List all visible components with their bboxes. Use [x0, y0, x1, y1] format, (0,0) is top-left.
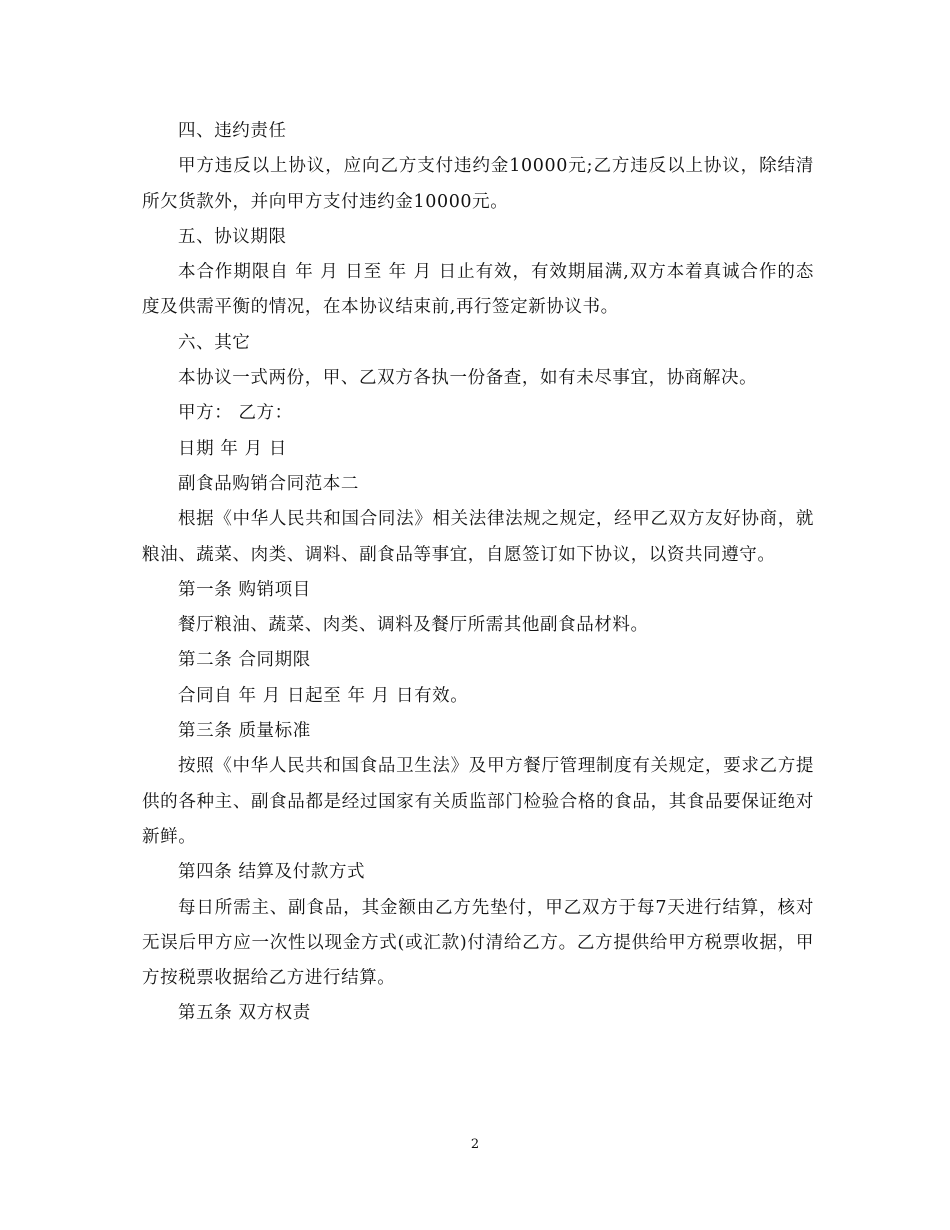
paragraph-copies: 本协议一式两份，甲、乙双方各执一份备查，如有未尽事宜，协商解决。	[178, 368, 758, 389]
signature-date-line: 日期 年 月 日	[178, 438, 287, 459]
section-heading-other: 六、其它	[178, 332, 251, 353]
signature-parties-line: 甲方： 乙方：	[178, 403, 293, 424]
article-2-body: 合同自 年 月 日起至 年 月 日有效。	[178, 685, 469, 706]
page-number: 2	[470, 1137, 480, 1152]
paragraph-preamble: 根据《中华人民共和国合同法》相关法律法规之规定，经甲乙双方友好协商，就粮油、蔬菜、肉类、调料、副食品等事宜，自愿签订如下协议，以资共同遵守。	[142, 509, 814, 565]
article-1-heading: 第一条 购销项目	[178, 579, 311, 600]
section-heading-agreement-term: 五、协议期限	[178, 226, 287, 247]
article-4-heading: 第四条 结算及付款方式	[178, 862, 366, 883]
paragraph-breach-penalty: 甲方违反以上协议，应向乙方支付违约金10000元;乙方违反以上协议，除结清所欠货款外，并向甲方支付违约金10000元。	[142, 156, 814, 212]
article-1-body: 餐厅粮油、蔬菜、肉类、调料及餐厅所需其他副食品材料。	[178, 615, 649, 636]
article-3-heading: 第三条 质量标准	[178, 721, 311, 742]
article-4-body: 每日所需主、副食品，其金额由乙方先垫付，甲乙双方于每7天进行结算，核对无误后甲方应一次性以现金方式(或汇款)付清给乙方。乙方提供给甲方税票收据，甲方按税票收据给乙方进行结算。	[142, 897, 814, 989]
section-heading-breach-liability: 四、违约责任	[178, 121, 287, 141]
article-2-heading: 第二条 合同期限	[178, 650, 311, 671]
document-body	[142, 114, 814, 1032]
article-5-heading: 第五条 双方权责	[178, 1003, 311, 1024]
article-3-body: 按照《中华人民共和国食品卫生法》及甲方餐厅管理制度有关规定，要求乙方提供的各种主、副食品都是经过国家有关质监部门检验合格的食品，其食品要保证绝对新鲜。	[142, 756, 814, 847]
paragraph-agreement-term: 本合作期限自 年 月 日至 年 月 日止有效，有效期届满,双方本着真诚合作的态度及供需平衡的情况，在本协议结束前,再行签定新协议书。	[142, 262, 814, 318]
template-title: 副食品购销合同范本二	[178, 473, 359, 494]
